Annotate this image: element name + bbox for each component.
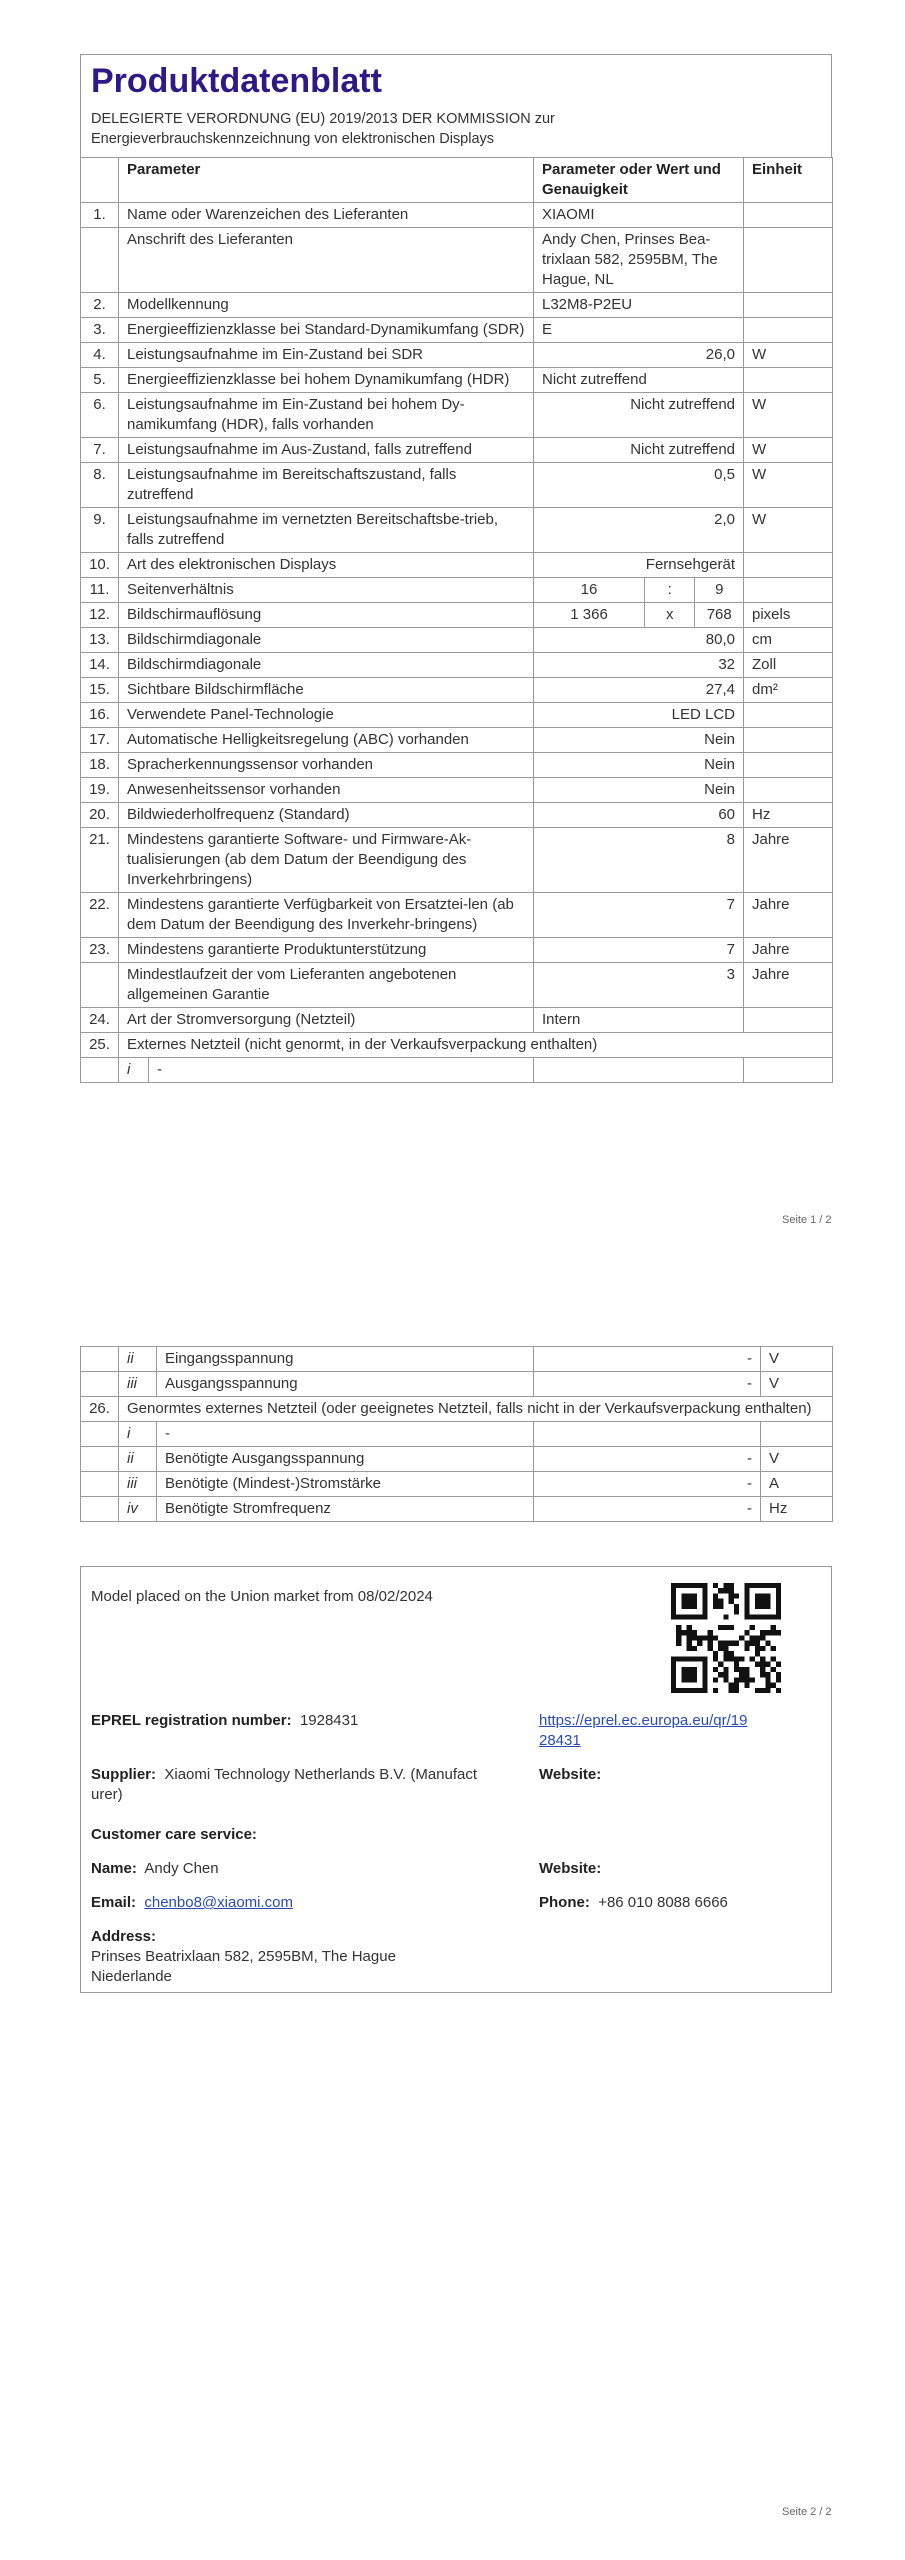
row-parameter: Leistungsaufnahme im Aus-Zustand, falls zutreffend: [119, 438, 534, 463]
row-value-a: 1 366: [534, 603, 645, 627]
row-number-empty: [81, 1058, 119, 1083]
table-row-25-i: [81, 1058, 833, 1083]
table-row: [81, 393, 833, 438]
sub-index: iii: [119, 1372, 157, 1397]
row-unit: [744, 318, 833, 343]
sub-index: iv: [119, 1497, 157, 1522]
row-parameter: Mindestens garantierte Software- und Firmware-Ak-tualisierungen (ab dem Datum der Beendigung des Inverkehrbringens): [119, 828, 534, 893]
row-unit: Zoll: [744, 653, 833, 678]
row-parameter: Mindestens garantierte Verfügbarkeit von Ersatztei-len (ab dem Datum der Beendigung des Inverkehr-bringens): [119, 893, 534, 938]
row-unit: W: [744, 463, 833, 508]
table-row: [81, 728, 833, 753]
table-row: [81, 703, 833, 728]
row-value: -: [534, 1447, 761, 1472]
row-number: 26.: [81, 1397, 119, 1422]
row-parameter: Bildwiederholfrequenz (Standard): [119, 803, 534, 828]
row-unit: A: [761, 1472, 833, 1497]
title-box: [80, 54, 832, 157]
table-row: [81, 1372, 833, 1397]
email-line: [91, 1893, 293, 1913]
row-unit: [744, 368, 833, 393]
row-value: Andy Chen, Prinses Bea-trixlaan 582, 2595BM, The Hague, NL: [534, 228, 744, 293]
row-unit: [744, 228, 833, 293]
name-label: Name:: [91, 1860, 137, 1877]
table-row: [81, 343, 833, 368]
table-header-row: [81, 158, 833, 203]
email-link[interactable]: chenbo8@xiaomi.com: [144, 1894, 293, 1911]
value-split-row: [534, 578, 743, 602]
page-title: Produktdatenblatt: [91, 62, 382, 100]
row-parameter: Mindestlaufzeit der vom Lieferanten angebotenen allgemeinen Garantie: [119, 963, 534, 1008]
placed-on-market: Model placed on the Union market from 08/02/2024: [91, 1588, 433, 1605]
row-value: 27,4: [534, 678, 744, 703]
row-value-b: 9: [715, 581, 724, 598]
row-value: -: [534, 1497, 761, 1522]
customer-care-label-text: Customer care service:: [91, 1826, 257, 1843]
header-value: [534, 158, 744, 203]
table-row: [81, 653, 833, 678]
row-value: 60: [534, 803, 744, 828]
row-value: 7: [534, 893, 744, 938]
row-value: Intern: [534, 1008, 744, 1033]
row-value: 8: [534, 828, 744, 893]
row-parameter: Anschrift des Lieferanten: [119, 228, 534, 293]
website2-label: [539, 1859, 601, 1879]
table-row: [81, 753, 833, 778]
row-parameter: Leistungsaufnahme im vernetzten Bereitschaftsbe-trieb, falls zutreffend: [119, 508, 534, 553]
row-parameter: Benötigte Ausgangsspannung: [157, 1447, 534, 1472]
row-number: 18.: [81, 753, 119, 778]
name-line: [91, 1859, 219, 1879]
row-value: [534, 1422, 761, 1447]
row-number: 7.: [81, 438, 119, 463]
row-unit: V: [761, 1372, 833, 1397]
row-parameter: Genormtes externes Netzteil (oder geeignetes Netzteil, falls nicht in der Verkaufsverpackung enthalten): [119, 1397, 833, 1422]
row-parameter: Benötigte (Mindest-)Stromstärke: [157, 1472, 534, 1497]
row-number: 23.: [81, 938, 119, 963]
eprel-link-line-2[interactable]: 28431: [539, 1732, 581, 1749]
row-value: Nicht zutreffend: [534, 438, 744, 463]
table-row: [81, 1347, 833, 1372]
row-unit: [744, 293, 833, 318]
row-number: 14.: [81, 653, 119, 678]
row-number-empty: [81, 1497, 119, 1522]
row-value: Nicht zutreffend: [534, 393, 744, 438]
table-row-25: [81, 1033, 833, 1058]
row-value: 2,0: [534, 508, 744, 553]
row-parameter: Seitenverhältnis: [119, 578, 534, 603]
phone-line: [539, 1893, 728, 1913]
row-unit: W: [744, 343, 833, 368]
row-unit: [744, 728, 833, 753]
name-value: Andy Chen: [144, 1860, 219, 1877]
page-1: [80, 54, 832, 1083]
row-number: 16.: [81, 703, 119, 728]
row-value-separator: :: [645, 578, 695, 602]
sub-index: ii: [119, 1447, 157, 1472]
row-unit: W: [744, 438, 833, 463]
row-unit: cm: [744, 628, 833, 653]
eprel-label: EPREL registration number:: [91, 1712, 292, 1729]
row-unit: pixels: [744, 603, 833, 628]
row-value-b: 768: [706, 606, 732, 623]
row-value: -: [534, 1347, 761, 1372]
row-value: Fernsehgerät: [534, 553, 744, 578]
row-parameter: Anwesenheitssensor vorhanden: [119, 778, 534, 803]
row-parameter: Leistungsaufnahme im Bereitschaftszustand, falls zutreffend: [119, 463, 534, 508]
page-2: [80, 1346, 832, 1522]
supplier-line: [91, 1765, 531, 1805]
table-row: [81, 1447, 833, 1472]
row-number: 25.: [81, 1033, 119, 1058]
row-value: 32: [534, 653, 744, 678]
row-unit: Jahre: [744, 938, 833, 963]
sub-index: i: [119, 1058, 149, 1082]
website2-label-text: Website:: [539, 1860, 602, 1877]
row-number-empty: [81, 1447, 119, 1472]
row-unit: W: [744, 393, 833, 438]
row-parameter: Bildschirmdiagonale: [119, 653, 534, 678]
sub-value: -: [157, 1061, 162, 1078]
qr-code-icon: [671, 1583, 781, 1693]
row-parameter: Spracherkennungssensor vorhanden: [119, 753, 534, 778]
header-parameter: Parameter: [119, 158, 534, 203]
row-unit: [744, 753, 833, 778]
row-parameter: Bildschirmauflösung: [119, 603, 534, 628]
row-value: 26,0: [534, 343, 744, 368]
supplier-label: Supplier:: [91, 1766, 157, 1783]
eprel-info-box: [80, 1566, 832, 1993]
row-number-empty: [81, 1347, 119, 1372]
table-row: [81, 938, 833, 963]
row-unit: dm²: [744, 678, 833, 703]
row-value: 7: [534, 938, 744, 963]
row-unit: [744, 578, 833, 603]
row-parameter: Benötigte Stromfrequenz: [157, 1497, 534, 1522]
subtitle-line-2: Energieverbrauchskennzeichnung von elektronischen Displays: [91, 131, 495, 147]
row-number: 24.: [81, 1008, 119, 1033]
table-row: [81, 603, 833, 628]
row-unit: [744, 703, 833, 728]
row-parameter: Externes Netzteil (nicht genormt, in der Verkaufsverpackung enthalten): [119, 1033, 833, 1058]
sub-index: ii: [119, 1347, 157, 1372]
phone-value: +86 010 8088 6666: [598, 1894, 728, 1911]
table-row: [81, 463, 833, 508]
row-unit: [761, 1422, 833, 1447]
row-unit-empty: [744, 1058, 833, 1083]
header-value-line-1: Parameter oder Wert und: [542, 161, 721, 178]
row-parameter: Mindestens garantierte Produktunterstützung: [119, 938, 534, 963]
row-number-empty: [81, 1372, 119, 1397]
address-line-2: Niederlande: [91, 1968, 172, 1985]
row-number: 22.: [81, 893, 119, 938]
row-parameter: Sichtbare Bildschirmfläche: [119, 678, 534, 703]
row-unit: Jahre: [744, 828, 833, 893]
row-parameter: Bildschirmdiagonale: [119, 628, 534, 653]
row-number: [81, 963, 119, 1008]
row-unit: W: [744, 508, 833, 553]
table-row: [81, 893, 833, 938]
row-25-sub-i: [119, 1058, 534, 1083]
table-row: [81, 628, 833, 653]
row-parameter: Leistungsaufnahme im Ein-Zustand bei hohem Dy-namikumfang (HDR), falls vorhanden: [119, 393, 534, 438]
row-number: 6.: [81, 393, 119, 438]
eprel-line: [91, 1711, 358, 1731]
subtitle-line-1: DELEGIERTE VERORDNUNG (EU) 2019/2013 DER KOMMISSION zur: [91, 111, 555, 127]
table-row: [81, 1472, 833, 1497]
row-number: 4.: [81, 343, 119, 368]
row-value: Nicht zutreffend: [534, 368, 744, 393]
table-row: [81, 578, 833, 603]
table-row: [81, 803, 833, 828]
row-number: 8.: [81, 463, 119, 508]
row-value-split: [534, 603, 744, 628]
table-row: [81, 1422, 833, 1447]
table-row: [81, 293, 833, 318]
eprel-link-line-1[interactable]: https://eprel.ec.europa.eu/qr/19: [539, 1712, 748, 1729]
row-number: 1.: [81, 203, 119, 228]
table-row: [81, 228, 833, 293]
row-value: Nein: [534, 778, 744, 803]
row-unit: Hz: [744, 803, 833, 828]
row-parameter: Automatische Helligkeitsregelung (ABC) vorhanden: [119, 728, 534, 753]
row-parameter: Leistungsaufnahme im Ein-Zustand bei SDR: [119, 343, 534, 368]
row-number: 11.: [81, 578, 119, 603]
row-number-empty: [81, 1472, 119, 1497]
address-label: Address:: [91, 1928, 157, 1945]
row-number: 5.: [81, 368, 119, 393]
email-label: Email:: [91, 1894, 137, 1911]
row-parameter: -: [157, 1422, 534, 1447]
table-row: [81, 368, 833, 393]
row-number: 17.: [81, 728, 119, 753]
row-unit: [744, 1008, 833, 1033]
row-value: -: [534, 1372, 761, 1397]
header-num: [81, 158, 119, 203]
row-number-empty: [81, 1422, 119, 1447]
row-number: 9.: [81, 508, 119, 553]
row-unit: [744, 203, 833, 228]
table-row: [81, 438, 833, 463]
value-split-row: [534, 603, 743, 627]
row-number: 13.: [81, 628, 119, 653]
table-row: [81, 318, 833, 343]
row-unit: [744, 553, 833, 578]
page-number-1: Seite 1 / 2: [782, 1214, 832, 1226]
row-value: LED LCD: [534, 703, 744, 728]
row-parameter: Modellkennung: [119, 293, 534, 318]
row-value: Nein: [534, 728, 744, 753]
supplier-value-line-1: Xiaomi Technology Netherlands B.V. (Manufact: [164, 1766, 478, 1783]
row-number: 20.: [81, 803, 119, 828]
row-number: 21.: [81, 828, 119, 893]
page-number-2: Seite 2 / 2: [782, 2506, 832, 2518]
row-value-separator: x: [645, 603, 695, 627]
row-value: -: [534, 1472, 761, 1497]
row-value: XIAOMI: [534, 203, 744, 228]
sub-index: i: [119, 1422, 157, 1447]
row-value-a: 16: [534, 578, 645, 602]
row-value: Nein: [534, 753, 744, 778]
row-value-empty: [534, 1058, 744, 1083]
row-value: 3: [534, 963, 744, 1008]
row-parameter: Art der Stromversorgung (Netzteil): [119, 1008, 534, 1033]
value-split-table: [534, 603, 743, 627]
row-value-split: [534, 578, 744, 603]
sub-row: [119, 1058, 533, 1082]
row-number: [81, 228, 119, 293]
customer-care-label: [91, 1825, 257, 1845]
row-parameter: Eingangsspannung: [157, 1347, 534, 1372]
row-unit: Hz: [761, 1497, 833, 1522]
header-value-line-2: Genauigkeit: [542, 181, 628, 198]
row-number: 15.: [81, 678, 119, 703]
row-unit: Jahre: [744, 963, 833, 1008]
table-row: [81, 963, 833, 1008]
row-unit: V: [761, 1347, 833, 1372]
row-number: 3.: [81, 318, 119, 343]
row-parameter: Energieeffizienzklasse bei hohem Dynamikumfang (HDR): [119, 368, 534, 393]
row-parameter: Ausgangsspannung: [157, 1372, 534, 1397]
website-label-text: Website:: [539, 1766, 602, 1783]
row-parameter: Verwendete Panel-Technologie: [119, 703, 534, 728]
product-table: [80, 157, 833, 1083]
value-split-table: [534, 578, 743, 602]
row-value: E: [534, 318, 744, 343]
subtitle: [91, 109, 821, 149]
row-parameter: Name oder Warenzeichen des Lieferanten: [119, 203, 534, 228]
table-row: [81, 508, 833, 553]
phone-label: Phone:: [539, 1894, 590, 1911]
website-label: [539, 1765, 601, 1785]
sub-index: iii: [119, 1472, 157, 1497]
row-number: 19.: [81, 778, 119, 803]
table-row: [81, 203, 833, 228]
row-parameter: Energieeffizienzklasse bei Standard-Dynamikumfang (SDR): [119, 318, 534, 343]
table-row-26: [81, 1397, 833, 1422]
table-row: [81, 1497, 833, 1522]
eprel-link[interactable]: [539, 1711, 747, 1751]
table-row: [81, 828, 833, 893]
row-unit: V: [761, 1447, 833, 1472]
supplier-value-line-2: urer): [91, 1786, 123, 1803]
row-unit: Jahre: [744, 893, 833, 938]
row-parameter: Art des elektronischen Displays: [119, 553, 534, 578]
address-block: [91, 1927, 396, 1987]
row-value: L32M8-P2EU: [534, 293, 744, 318]
product-table-continued: [80, 1346, 833, 1522]
eprel-number: 1928431: [299, 1712, 359, 1729]
row-number: 10.: [81, 553, 119, 578]
table-row: [81, 678, 833, 703]
table-row: [81, 553, 833, 578]
row-number: 12.: [81, 603, 119, 628]
table-row: [81, 778, 833, 803]
row-value: 0,5: [534, 463, 744, 508]
table-row: [81, 1008, 833, 1033]
row-value: 80,0: [534, 628, 744, 653]
row-number: 2.: [81, 293, 119, 318]
address-line-1: Prinses Beatrixlaan 582, 2595BM, The Hague: [91, 1948, 396, 1965]
row-unit: [744, 778, 833, 803]
header-unit: Einheit: [744, 158, 833, 203]
